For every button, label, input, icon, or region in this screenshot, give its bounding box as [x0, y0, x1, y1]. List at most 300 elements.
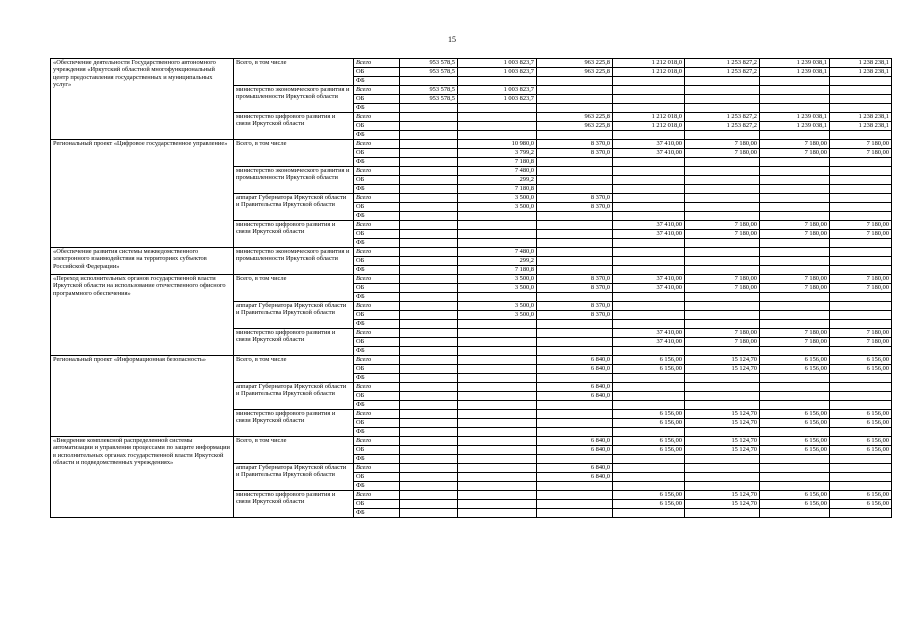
amount-cell: [613, 509, 685, 518]
amount-cell: [458, 221, 537, 230]
funding-source-cell: ОБ: [354, 365, 400, 374]
amount-cell: 1 238 238,1: [830, 59, 892, 68]
amount-cell: [760, 383, 830, 392]
amount-cell: [613, 311, 685, 320]
amount-cell: [760, 104, 830, 113]
amount-cell: [458, 77, 537, 86]
amount-cell: 1 212 018,0: [613, 113, 685, 122]
amount-cell: 1 003 823,7: [458, 95, 537, 104]
amount-cell: 6 156,00: [760, 365, 830, 374]
amount-cell: [400, 185, 458, 194]
amount-cell: 7 180,8: [458, 266, 537, 275]
amount-cell: [400, 149, 458, 158]
amount-cell: 1 003 823,7: [458, 68, 537, 77]
amount-cell: [400, 275, 458, 284]
amount-cell: 8 370,0: [537, 203, 613, 212]
amount-cell: 6 156,00: [760, 356, 830, 365]
amount-cell: 7 180,00: [760, 284, 830, 293]
amount-cell: 3 500,0: [458, 194, 537, 203]
amount-cell: [613, 95, 685, 104]
amount-cell: 7 180,8: [458, 185, 537, 194]
amount-cell: [613, 257, 685, 266]
amount-cell: [458, 347, 537, 356]
amount-cell: 1 212 018,0: [613, 122, 685, 131]
funding-source-cell: ОБ: [354, 419, 400, 428]
amount-cell: [685, 95, 760, 104]
funding-source-cell: ФБ: [354, 293, 400, 302]
funding-source-cell: Всего: [354, 383, 400, 392]
amount-cell: [458, 338, 537, 347]
amount-cell: [830, 392, 892, 401]
amount-cell: [613, 266, 685, 275]
amount-cell: [830, 266, 892, 275]
amount-cell: [613, 374, 685, 383]
amount-cell: [458, 446, 537, 455]
amount-cell: 15 124,70: [685, 410, 760, 419]
amount-cell: [685, 266, 760, 275]
amount-cell: [458, 401, 537, 410]
executor-cell: министерство цифрового развития и связи Иркутской области: [234, 329, 354, 356]
amount-cell: 1 003 823,7: [458, 86, 537, 95]
executor-cell: министерство экономического развития и промышленности Иркутской области: [234, 248, 354, 275]
amount-cell: [830, 257, 892, 266]
budget-table: [50, 58, 892, 518]
amount-cell: [537, 401, 613, 410]
amount-cell: 6 156,00: [760, 500, 830, 509]
funding-source-cell: Всего: [354, 86, 400, 95]
amount-cell: [613, 347, 685, 356]
amount-cell: [685, 311, 760, 320]
amount-cell: [685, 77, 760, 86]
funding-source-cell: ОБ: [354, 122, 400, 131]
amount-cell: 1 212 018,0: [613, 68, 685, 77]
amount-cell: [830, 77, 892, 86]
amount-cell: [760, 455, 830, 464]
funding-source-cell: ФБ: [354, 428, 400, 437]
amount-cell: [537, 491, 613, 500]
amount-cell: 1 003 823,7: [458, 59, 537, 68]
amount-cell: 3 799,2: [458, 149, 537, 158]
amount-cell: [685, 239, 760, 248]
amount-cell: [613, 239, 685, 248]
funding-source-cell: Всего: [354, 221, 400, 230]
amount-cell: [400, 419, 458, 428]
amount-cell: [458, 482, 537, 491]
amount-cell: [760, 77, 830, 86]
amount-cell: [537, 500, 613, 509]
amount-cell: [685, 185, 760, 194]
amount-cell: [830, 374, 892, 383]
funding-source-cell: ФБ: [354, 320, 400, 329]
amount-cell: [613, 248, 685, 257]
amount-cell: [830, 86, 892, 95]
amount-cell: [613, 482, 685, 491]
amount-cell: [400, 158, 458, 167]
executor-cell: аппарат Губернатора Иркутской области и Правительства Иркутской области: [234, 194, 354, 221]
amount-cell: [613, 383, 685, 392]
amount-cell: 15 124,70: [685, 356, 760, 365]
amount-cell: [400, 500, 458, 509]
amount-cell: [400, 473, 458, 482]
table-row: [51, 356, 892, 365]
amount-cell: 953 578,5: [400, 95, 458, 104]
executor-cell: министерство экономического развития и промышленности Иркутской области: [234, 86, 354, 113]
amount-cell: 299,2: [458, 176, 537, 185]
amount-cell: 7 180,00: [685, 149, 760, 158]
amount-cell: [400, 293, 458, 302]
amount-cell: 1 253 827,2: [685, 122, 760, 131]
funding-source-cell: Всего: [354, 302, 400, 311]
measure-name-cell: «Обеспечение деятельности Государственного автономного учреждения «Иркутский областной многофункциональный центр предоставления государственных и муниципальных услуг»: [51, 59, 234, 140]
amount-cell: [400, 230, 458, 239]
amount-cell: 1 239 038,1: [760, 113, 830, 122]
amount-cell: [830, 95, 892, 104]
amount-cell: [400, 221, 458, 230]
amount-cell: 963 225,8: [537, 122, 613, 131]
funding-source-cell: ОБ: [354, 68, 400, 77]
funding-source-cell: ФБ: [354, 509, 400, 518]
amount-cell: [760, 347, 830, 356]
executor-cell: аппарат Губернатора Иркутской области и Правительства Иркутской области: [234, 464, 354, 491]
amount-cell: 6 840,0: [537, 392, 613, 401]
amount-cell: 15 124,70: [685, 437, 760, 446]
amount-cell: 8 370,0: [537, 302, 613, 311]
amount-cell: [685, 455, 760, 464]
amount-cell: [400, 131, 458, 140]
amount-cell: [760, 509, 830, 518]
amount-cell: 963 225,8: [537, 113, 613, 122]
amount-cell: [400, 122, 458, 131]
funding-source-cell: Всего: [354, 113, 400, 122]
amount-cell: [830, 311, 892, 320]
amount-cell: [537, 167, 613, 176]
amount-cell: [613, 401, 685, 410]
amount-cell: 1 253 827,2: [685, 59, 760, 68]
amount-cell: 7 180,00: [760, 230, 830, 239]
amount-cell: [400, 329, 458, 338]
amount-cell: [685, 104, 760, 113]
amount-cell: [400, 239, 458, 248]
funding-source-cell: ФБ: [354, 104, 400, 113]
amount-cell: [760, 158, 830, 167]
amount-cell: 37 410,00: [613, 149, 685, 158]
amount-cell: [400, 257, 458, 266]
amount-cell: [613, 473, 685, 482]
amount-cell: [458, 419, 537, 428]
amount-cell: [830, 302, 892, 311]
amount-cell: [760, 257, 830, 266]
amount-cell: 6 840,0: [537, 365, 613, 374]
funding-source-cell: ОБ: [354, 95, 400, 104]
amount-cell: [458, 437, 537, 446]
funding-source-cell: ФБ: [354, 266, 400, 275]
funding-source-cell: Всего: [354, 59, 400, 68]
amount-cell: [458, 491, 537, 500]
amount-cell: 1 253 827,2: [685, 113, 760, 122]
amount-cell: [685, 293, 760, 302]
amount-cell: [537, 77, 613, 86]
amount-cell: [760, 482, 830, 491]
amount-cell: [537, 482, 613, 491]
amount-cell: [830, 428, 892, 437]
amount-cell: [400, 509, 458, 518]
funding-source-cell: Всего: [354, 140, 400, 149]
amount-cell: [537, 230, 613, 239]
measure-name-cell: Региональный проект «Цифровое государственное управление»: [51, 140, 234, 248]
amount-cell: 6 840,0: [537, 437, 613, 446]
amount-cell: 1 253 827,2: [685, 68, 760, 77]
amount-cell: [613, 158, 685, 167]
amount-cell: 6 156,00: [613, 419, 685, 428]
amount-cell: 7 480,0: [458, 248, 537, 257]
executor-cell: министерство цифрового развития и связи Иркутской области: [234, 113, 354, 140]
amount-cell: [830, 131, 892, 140]
amount-cell: 6 156,00: [613, 446, 685, 455]
amount-cell: [613, 167, 685, 176]
amount-cell: 6 156,00: [760, 410, 830, 419]
amount-cell: [685, 212, 760, 221]
amount-cell: 8 370,0: [537, 275, 613, 284]
amount-cell: [537, 293, 613, 302]
amount-cell: [830, 194, 892, 203]
funding-source-cell: Всего: [354, 248, 400, 257]
amount-cell: [458, 383, 537, 392]
amount-cell: 7 180,00: [685, 329, 760, 338]
amount-cell: 37 410,00: [613, 284, 685, 293]
funding-source-cell: Всего: [354, 356, 400, 365]
amount-cell: [400, 176, 458, 185]
amount-cell: [830, 212, 892, 221]
amount-cell: [685, 131, 760, 140]
amount-cell: [760, 248, 830, 257]
amount-cell: [830, 464, 892, 473]
amount-cell: [830, 293, 892, 302]
amount-cell: [400, 365, 458, 374]
amount-cell: [458, 212, 537, 221]
amount-cell: [685, 248, 760, 257]
amount-cell: [760, 239, 830, 248]
amount-cell: 953 578,5: [400, 59, 458, 68]
amount-cell: [613, 392, 685, 401]
funding-source-cell: ФБ: [354, 401, 400, 410]
amount-cell: [685, 176, 760, 185]
funding-source-cell: ОБ: [354, 257, 400, 266]
amount-cell: [458, 131, 537, 140]
amount-cell: [830, 167, 892, 176]
amount-cell: [760, 194, 830, 203]
amount-cell: [537, 212, 613, 221]
amount-cell: [400, 464, 458, 473]
amount-cell: [685, 464, 760, 473]
amount-cell: [613, 293, 685, 302]
amount-cell: [458, 320, 537, 329]
amount-cell: [613, 176, 685, 185]
amount-cell: [685, 320, 760, 329]
executor-cell: Всего, в том числе: [234, 356, 354, 383]
amount-cell: [760, 212, 830, 221]
amount-cell: [537, 347, 613, 356]
table-row: [51, 59, 892, 68]
amount-cell: 7 180,00: [685, 275, 760, 284]
amount-cell: 6 156,00: [613, 410, 685, 419]
funding-source-cell: Всего: [354, 410, 400, 419]
amount-cell: [760, 86, 830, 95]
amount-cell: [400, 104, 458, 113]
amount-cell: [400, 194, 458, 203]
amount-cell: 7 180,00: [830, 140, 892, 149]
executor-cell: аппарат Губернатора Иркутской области и Правительства Иркутской области: [234, 302, 354, 329]
amount-cell: [685, 158, 760, 167]
amount-cell: 37 410,00: [613, 338, 685, 347]
amount-cell: [458, 113, 537, 122]
amount-cell: 953 578,5: [400, 68, 458, 77]
funding-source-cell: ОБ: [354, 203, 400, 212]
amount-cell: 15 124,70: [685, 446, 760, 455]
amount-cell: 37 410,00: [613, 230, 685, 239]
amount-cell: [760, 293, 830, 302]
amount-cell: [830, 176, 892, 185]
executor-cell: Всего, в том числе: [234, 59, 354, 86]
amount-cell: 7 180,00: [685, 284, 760, 293]
amount-cell: 7 180,00: [685, 338, 760, 347]
amount-cell: 6 156,00: [830, 410, 892, 419]
amount-cell: [685, 473, 760, 482]
funding-source-cell: ОБ: [354, 284, 400, 293]
amount-cell: [830, 455, 892, 464]
amount-cell: [760, 176, 830, 185]
amount-cell: [830, 248, 892, 257]
amount-cell: [537, 320, 613, 329]
amount-cell: [400, 491, 458, 500]
amount-cell: [458, 428, 537, 437]
amount-cell: 1 238 238,1: [830, 122, 892, 131]
amount-cell: [830, 347, 892, 356]
amount-cell: [537, 221, 613, 230]
amount-cell: [400, 212, 458, 221]
amount-cell: 15 124,70: [685, 365, 760, 374]
executor-cell: министерство экономического развития и промышленности Иркутской области: [234, 167, 354, 194]
amount-cell: 963 225,8: [537, 59, 613, 68]
amount-cell: [685, 194, 760, 203]
amount-cell: 7 180,00: [830, 275, 892, 284]
amount-cell: [537, 158, 613, 167]
amount-cell: [400, 482, 458, 491]
amount-cell: 1 239 038,1: [760, 59, 830, 68]
amount-cell: [685, 428, 760, 437]
amount-cell: 6 156,00: [830, 491, 892, 500]
amount-cell: [830, 239, 892, 248]
amount-cell: 6 156,00: [830, 356, 892, 365]
amount-cell: 6 156,00: [760, 437, 830, 446]
amount-cell: [458, 455, 537, 464]
executor-cell: министерство цифрового развития и связи Иркутской области: [234, 221, 354, 248]
amount-cell: 6 156,00: [613, 356, 685, 365]
amount-cell: [537, 509, 613, 518]
amount-cell: 6 156,00: [613, 437, 685, 446]
amount-cell: [830, 509, 892, 518]
amount-cell: [458, 122, 537, 131]
measure-name-cell: Региональный проект «Информационная безопасность»: [51, 356, 234, 437]
amount-cell: 1 239 038,1: [760, 68, 830, 77]
amount-cell: [685, 374, 760, 383]
amount-cell: [458, 410, 537, 419]
amount-cell: [400, 338, 458, 347]
amount-cell: [613, 194, 685, 203]
amount-cell: [613, 131, 685, 140]
amount-cell: [685, 392, 760, 401]
amount-cell: 15 124,70: [685, 491, 760, 500]
table-row: [51, 140, 892, 149]
amount-cell: 6 156,00: [830, 365, 892, 374]
executor-cell: министерство цифрового развития и связи Иркутской области: [234, 410, 354, 437]
amount-cell: 15 124,70: [685, 419, 760, 428]
amount-cell: [400, 302, 458, 311]
amount-cell: [760, 302, 830, 311]
amount-cell: 3 500,0: [458, 284, 537, 293]
amount-cell: 1 239 038,1: [760, 122, 830, 131]
executor-cell: аппарат Губернатора Иркутской области и Правительства Иркутской области: [234, 383, 354, 410]
amount-cell: 8 370,0: [537, 194, 613, 203]
amount-cell: [537, 248, 613, 257]
amount-cell: 963 225,8: [537, 68, 613, 77]
amount-cell: [613, 302, 685, 311]
amount-cell: [458, 356, 537, 365]
amount-cell: [537, 419, 613, 428]
executor-cell: министерство цифрового развития и связи Иркутской области: [234, 491, 354, 518]
amount-cell: 7 180,00: [760, 275, 830, 284]
amount-cell: 7 180,00: [685, 221, 760, 230]
amount-cell: 6 840,0: [537, 356, 613, 365]
funding-source-cell: ФБ: [354, 239, 400, 248]
amount-cell: [458, 509, 537, 518]
funding-source-cell: ОБ: [354, 311, 400, 320]
amount-cell: [458, 500, 537, 509]
amount-cell: [685, 509, 760, 518]
funding-source-cell: ФБ: [354, 185, 400, 194]
executor-cell: Всего, в том числе: [234, 437, 354, 464]
funding-source-cell: ОБ: [354, 230, 400, 239]
amount-cell: [537, 338, 613, 347]
page-number: 15: [448, 35, 456, 44]
amount-cell: 6 840,0: [537, 446, 613, 455]
amount-cell: 7 180,00: [760, 140, 830, 149]
funding-source-cell: Всего: [354, 275, 400, 284]
amount-cell: 37 410,00: [613, 329, 685, 338]
amount-cell: [830, 401, 892, 410]
amount-cell: 8 370,0: [537, 311, 613, 320]
amount-cell: [830, 383, 892, 392]
funding-source-cell: ФБ: [354, 77, 400, 86]
amount-cell: 7 180,00: [830, 149, 892, 158]
amount-cell: [537, 329, 613, 338]
amount-cell: [400, 374, 458, 383]
amount-cell: 1 238 238,1: [830, 68, 892, 77]
amount-cell: [685, 401, 760, 410]
amount-cell: 6 156,00: [760, 491, 830, 500]
amount-cell: 3 500,0: [458, 311, 537, 320]
amount-cell: 6 156,00: [760, 446, 830, 455]
amount-cell: [537, 86, 613, 95]
amount-cell: [400, 392, 458, 401]
amount-cell: [760, 311, 830, 320]
amount-cell: [613, 428, 685, 437]
amount-cell: 7 180,00: [760, 329, 830, 338]
amount-cell: [830, 104, 892, 113]
amount-cell: [400, 311, 458, 320]
table-row: [51, 275, 892, 284]
amount-cell: [537, 131, 613, 140]
amount-cell: [613, 185, 685, 194]
